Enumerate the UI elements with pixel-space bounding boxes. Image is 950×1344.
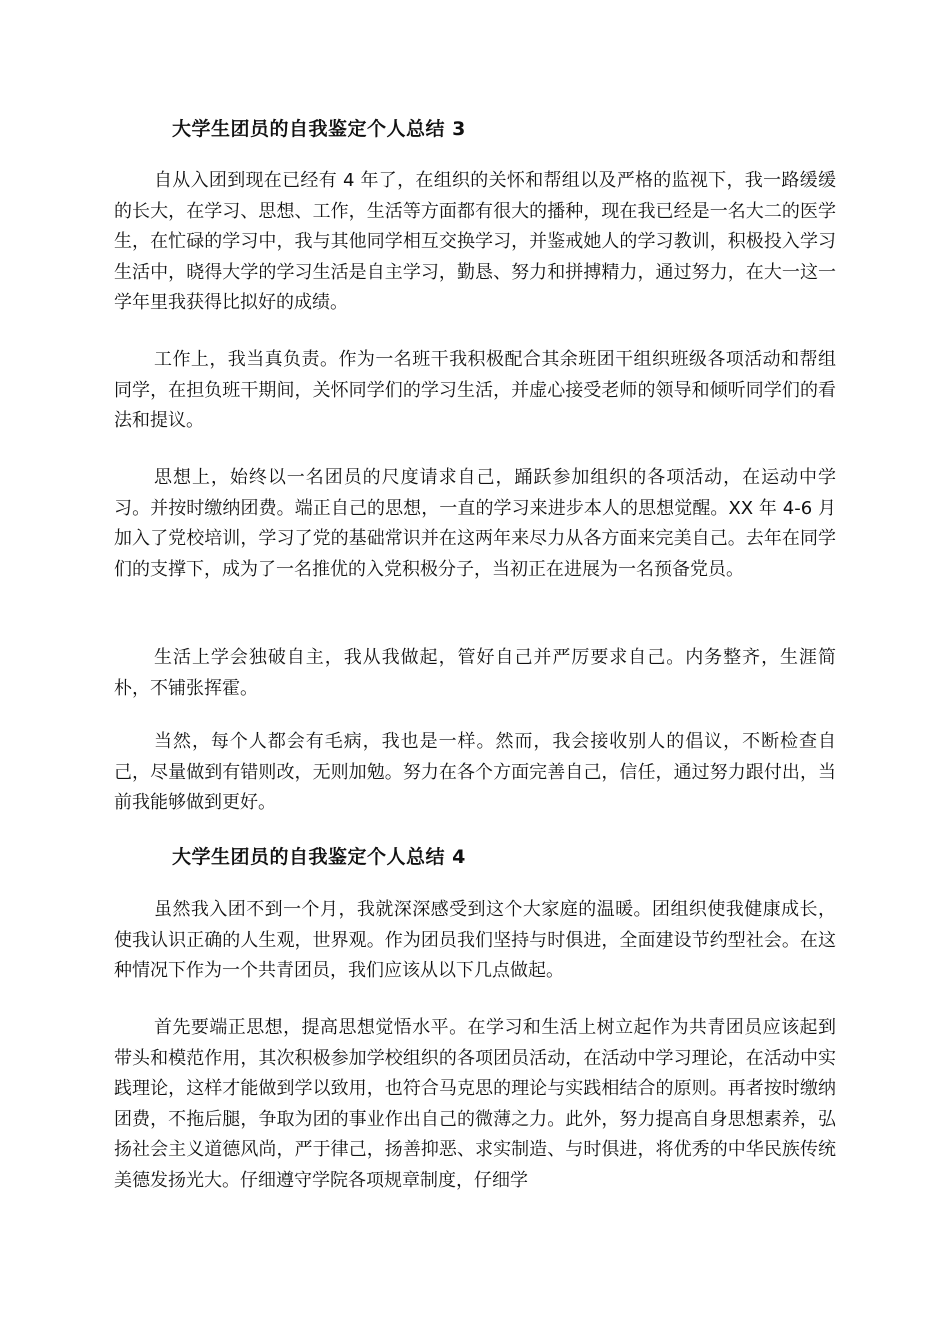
body-paragraph: 思想上，始终以一名团员的尺度请求自己，踊跃参加组织的各项活动，在运动中学习。并按时缴纳团费。端正自己的思想，一直的学习来进步本人的思想觉醒。XX 年 4-6 月加入了党校培训，学习了党的基础常识并在这两年来尽力从各方面来完美自己。去年在同学们的支撑下，成为了一名推优的入党积极分子，当初正在进展为一名预备党员。 <box>114 467 836 580</box>
body-paragraph: 工作上，我当真负责。作为一名班干我积极配合其余班团干组织班级各项活动和帮组同学，在担负班干期间，关怀同学们的学习生活，并虚心接受老师的领导和倾听同学们的看法和提议。 <box>114 349 836 431</box>
body-paragraph: 首先要端正思想，提高思想觉悟水平。在学习和生活上树立起作为共青团员应该起到带头和模范作用，其次积极参加学校组织的各项团员活动，在活动中学习理论，在活动中实践理论，这样才能做到学以致用，也符合马克思的理论与实践相结合的原则。再者按时缴纳团费，不拖后腿，争取为团的事业作出自己的微薄之力。此外，努力提高自身思想素养，弘扬社会主义道德风尚，严于律己，扬善抑恶、求实制造、与时俱进，将优秀的中华民族传统美德发扬光大。仔细遵守学院各项规章制度，仔细学 <box>114 1017 836 1191</box>
body-paragraph: 当然，每个人都会有毛病，我也是一样。然而，我会接收别人的倡议，不断检查自己，尽量做到有错则改，无则加勉。努力在各个方面完善自己，信任，通过努力跟付出，当前我能够做到更好。 <box>114 731 836 813</box>
body-paragraph: 自从入团到现在已经有 4 年了，在组织的关怀和帮组以及严格的监视下，我一路缓缓的长大，在学习、思想、工作，生活等方面都有很大的播种，现在我已经是一名大二的医学生，在忙碌的学习中，我与其他同学相互交换学习，并鉴戒她人的学习教训，积极投入学习生活中，晓得大学的学习生活是自主学习，勤恳、努力和拼搏精力，通过努力，在大一这一学年里我获得比拟好的成绩。 <box>114 170 836 313</box>
body-paragraph: 生活上学会独破自主，我从我做起，管好自己并严厉要求自己。内务整齐，生涯简朴，不铺张挥霍。 <box>114 647 836 699</box>
body-paragraph: 虽然我入团不到一个月，我就深深感受到这个大家庭的温暖。团组织使我健康成长，使我认识正确的人生观，世界观。作为团员我们坚持与时俱进，全面建设节约型社会。在这种情况下作为一个共青团员，我们应该从以下几点做起。 <box>114 899 836 981</box>
section-heading: 大学生团员的自我鉴定个人总结 3 <box>172 118 466 140</box>
section-heading: 大学生团员的自我鉴定个人总结 4 <box>172 846 466 868</box>
